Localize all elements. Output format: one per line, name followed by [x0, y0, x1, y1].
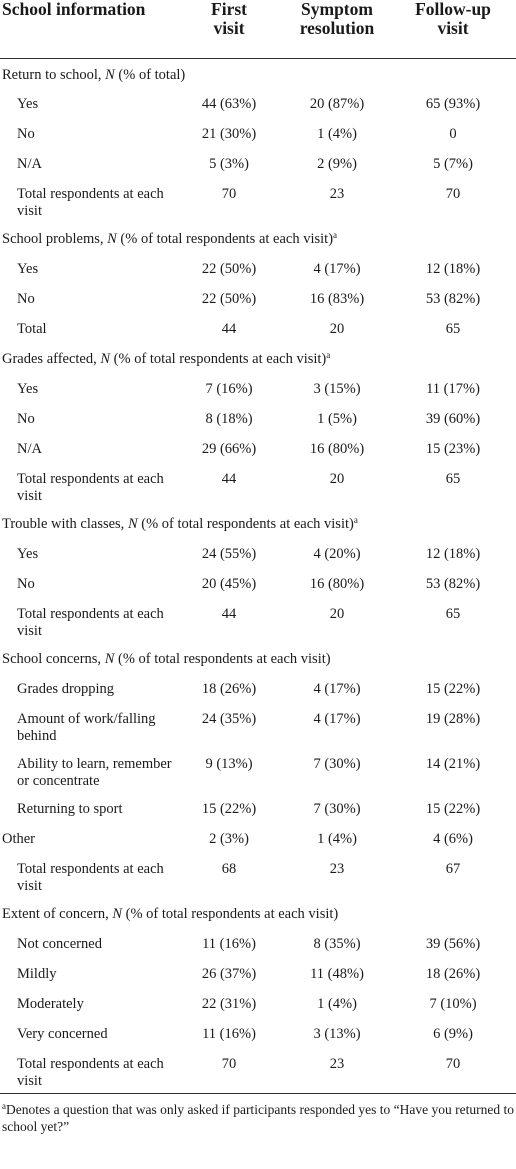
cell-follow-up-visit: 12 (18%) [425, 261, 481, 277]
row-label-ability-to-learn-remember-or-concentrate: Ability to learn, remember or concentrate [17, 756, 172, 789]
cell-follow-up-visit: 14 (21%) [425, 756, 481, 772]
table-row [0, 793, 516, 823]
cell-symptom-resolution: 4 (17%) [313, 681, 361, 697]
row-label-total: Total [17, 321, 47, 337]
cell-follow-up-visit: 15 (22%) [425, 801, 481, 817]
footnote-marker: a [2, 1100, 6, 1111]
cell-follow-up-visit: 6 (9%) [433, 1026, 473, 1042]
table-row [0, 673, 516, 703]
table-row [0, 1018, 516, 1048]
row-label-total-respondents-at-each-visit: Total respondents at each visit [17, 606, 164, 639]
cell-first-visit: 8 (18%) [205, 411, 253, 427]
cell-symptom-resolution: 3 (15%) [313, 381, 361, 397]
table-row [0, 1048, 516, 1093]
cell-first-visit: 9 (13%) [205, 756, 253, 772]
header-follow-up-visit-line2: visit [437, 18, 469, 38]
table-row [0, 403, 516, 433]
section-title-n: N [112, 906, 122, 922]
cell-symptom-resolution: 4 (17%) [313, 711, 361, 727]
section-title-suffix: (% of total) [114, 66, 186, 83]
section-title-footnote-marker: a [353, 515, 358, 525]
section-title-suffix: (% of total respondents at each visit) [122, 906, 339, 922]
row-label-amount-of-work-falling-behind: Amount of work/falling behind [17, 711, 156, 744]
cell-symptom-resolution: 20 [329, 321, 345, 337]
row-label-total-respondents-at-each-visit: Total respondents at each visit [17, 471, 164, 504]
section-title-suffix: (% of total respondents at each visit) [110, 351, 327, 367]
cell-follow-up-visit: 15 (22%) [425, 681, 481, 697]
table-body [0, 58, 516, 1093]
row-label-grades-dropping: Grades dropping [17, 681, 115, 697]
cell-follow-up-visit: 39 (60%) [425, 411, 481, 427]
cell-symptom-resolution: 4 (17%) [313, 261, 361, 277]
cell-follow-up-visit: 39 (56%) [425, 936, 481, 952]
section-header-row [0, 643, 516, 673]
cell-follow-up-visit: 65 [445, 606, 461, 622]
cell-follow-up-visit: 12 (18%) [425, 546, 481, 562]
cell-symptom-resolution: 7 (30%) [313, 756, 361, 772]
section-title-text: Trouble with classes, [2, 516, 128, 532]
cell-first-visit: 44 [221, 471, 237, 487]
cell-first-visit: 24 (35%) [201, 711, 257, 727]
row-label-yes: Yes [17, 546, 39, 562]
row-label-n-a: N/A [17, 441, 42, 457]
cell-symptom-resolution: 1 (4%) [317, 996, 357, 1012]
section-title-n: N [104, 651, 115, 667]
table-row [0, 988, 516, 1018]
cell-first-visit: 22 (50%) [201, 261, 257, 277]
section-title-text: School problems, [2, 231, 108, 247]
section-title-text: Return to school, [2, 66, 106, 83]
table-row [0, 433, 516, 463]
table-footnote [0, 1094, 516, 1135]
table-row [0, 823, 516, 853]
table-row [0, 538, 516, 568]
row-label-n-a: N/A [17, 156, 42, 172]
table-row [0, 703, 516, 748]
table-row [0, 598, 516, 643]
row-label-total-respondents-at-each-visit: Total respondents at each visit [17, 186, 164, 219]
cell-symptom-resolution: 16 (83%) [309, 291, 365, 307]
cell-follow-up-visit: 65 (93%) [425, 96, 481, 112]
cell-first-visit: 70 [221, 186, 237, 202]
section-title-text: School concerns, [2, 651, 105, 667]
section-header-row [0, 58, 516, 88]
cell-follow-up-visit: 65 [445, 471, 461, 487]
table-row [0, 313, 516, 343]
row-label-no: No [17, 291, 35, 307]
cell-follow-up-visit: 53 (82%) [425, 576, 481, 592]
section-title [0, 508, 516, 538]
table-row [0, 568, 516, 598]
section-title-suffix: (% of total respondents at each visit) [114, 651, 331, 667]
section-title-text: Extent of concern, [2, 906, 113, 922]
cell-symptom-resolution: 2 (9%) [317, 156, 357, 172]
header-first-visit-line1: First [211, 0, 247, 19]
cell-symptom-resolution: 11 (48%) [310, 966, 364, 982]
header-symptom-resolution-line1: Symptom [301, 0, 373, 19]
cell-symptom-resolution: 20 (87%) [309, 96, 365, 112]
table-row [0, 118, 516, 148]
row-label-total-respondents-at-each-visit: Total respondents at each visit [0, 1048, 174, 1093]
cell-first-visit: 11 (16%) [202, 1026, 256, 1042]
section-title [0, 898, 516, 928]
row-label-very-concerned: Very concerned [17, 1026, 108, 1042]
cell-symptom-resolution: 20 [329, 606, 345, 622]
cell-symptom-resolution: 23 [329, 861, 345, 877]
section-title-n: N [127, 516, 138, 532]
section-title-suffix: (% of total respondents at each visit) [116, 231, 334, 247]
row-label-no: No [17, 126, 35, 142]
cell-symptom-resolution: 16 (80%) [309, 441, 365, 457]
section-header-row [0, 223, 516, 253]
row-label-total-respondents-at-each-visit: Total respondents at each visit [17, 861, 164, 894]
table-row [0, 463, 516, 508]
cell-symptom-resolution: 1 (5%) [317, 411, 357, 427]
section-title [0, 343, 516, 373]
cell-symptom-resolution: 20 [329, 471, 345, 487]
table-row [0, 178, 516, 223]
row-label-mildly: Mildly [17, 966, 57, 982]
header-first-visit-line2: visit [213, 18, 245, 38]
cell-follow-up-visit: 53 (82%) [425, 291, 481, 307]
table-row [0, 748, 516, 793]
table-row [0, 373, 516, 403]
cell-symptom-resolution: 8 (35%) [313, 936, 361, 952]
section-title [0, 643, 516, 673]
cell-follow-up-visit: 4 (6%) [433, 831, 473, 847]
header-symptom-resolution-line2: resolution [299, 18, 375, 38]
table-row [0, 958, 516, 988]
cell-symptom-resolution: 4 (20%) [313, 546, 361, 562]
cell-follow-up-visit: 19 (28%) [425, 711, 481, 727]
cell-first-visit: 68 [221, 861, 237, 877]
table-header-row [0, 0, 516, 58]
cell-first-visit: 18 (26%) [201, 681, 257, 697]
cell-follow-up-visit: 18 (26%) [425, 966, 481, 982]
cell-first-visit: 21 (30%) [201, 126, 257, 142]
section-header-row [0, 508, 516, 538]
cell-follow-up-visit: 65 [445, 321, 461, 337]
cell-first-visit: 22 (50%) [201, 291, 257, 307]
cell-symptom-resolution: 1 (4%) [317, 126, 357, 142]
table-row [0, 928, 516, 958]
cell-first-visit: 20 (45%) [201, 576, 257, 592]
table-row [0, 283, 516, 313]
cell-follow-up-visit: 67 [445, 861, 461, 877]
cell-first-visit: 29 (66%) [201, 441, 257, 457]
cell-first-visit: 22 (31%) [201, 996, 257, 1012]
section-title [0, 223, 516, 253]
cell-follow-up-visit: 5 (7%) [433, 156, 473, 172]
cell-symptom-resolution: 3 (13%) [313, 1026, 361, 1042]
cell-follow-up-visit: 15 (23%) [425, 441, 481, 457]
section-title [0, 58, 516, 88]
cell-first-visit: 2 (3%) [209, 831, 249, 847]
table-row [0, 88, 516, 118]
cell-symptom-resolution: 16 (80%) [309, 576, 365, 592]
cell-first-visit: 44 [221, 606, 237, 622]
section-title-footnote-marker: a [333, 230, 338, 240]
cell-follow-up-visit: 70 [390, 1048, 516, 1093]
cell-first-visit: 5 (3%) [209, 156, 249, 172]
header-follow-up-visit [390, 0, 516, 58]
row-label-yes: Yes [17, 381, 39, 397]
section-title-n: N [107, 231, 117, 247]
section-title-text: Grades affected, [2, 351, 101, 367]
row-label-yes: Yes [17, 261, 39, 277]
cell-first-visit: 44 [221, 321, 237, 337]
cell-symptom-resolution: 7 (30%) [313, 801, 361, 817]
cell-follow-up-visit: 70 [445, 186, 461, 202]
header-first-visit [174, 0, 284, 58]
footnote-text: Denotes a question that was only asked if participants responded yes to “Have you returned to school yet?” [2, 1101, 514, 1134]
section-title-suffix: (% of total respondents at each visit) [137, 516, 354, 532]
section-header-row [0, 898, 516, 928]
cell-symptom-resolution: 23 [284, 1048, 390, 1093]
cell-first-visit: 44 (63%) [201, 96, 257, 112]
section-header-row [0, 343, 516, 373]
row-label-moderately: Moderately [17, 996, 84, 1012]
row-label-other: Other [2, 831, 36, 847]
cell-follow-up-visit: 7 (10%) [429, 996, 477, 1012]
cell-first-visit: 15 (22%) [201, 801, 257, 817]
section-title-n: N [105, 66, 115, 83]
table-row [0, 853, 516, 898]
cell-first-visit: 70 [174, 1048, 284, 1093]
header-follow-up-visit-line1: Follow-up [415, 0, 491, 19]
cell-first-visit: 11 (16%) [202, 936, 256, 952]
row-label-no: No [17, 411, 35, 427]
row-label-returning-to-sport: Returning to sport [17, 801, 123, 817]
header-symptom-resolution [284, 0, 390, 58]
table-row [0, 148, 516, 178]
row-label-yes: Yes [17, 96, 39, 112]
cell-follow-up-visit: 11 (17%) [426, 381, 480, 397]
section-title-footnote-marker: a [326, 350, 331, 360]
cell-follow-up-visit: 0 [449, 126, 457, 142]
cell-first-visit: 24 (55%) [201, 546, 257, 562]
cell-symptom-resolution: 1 (4%) [317, 831, 357, 847]
header-school-information: School information [0, 0, 174, 58]
row-label-not-concerned: Not concerned [17, 936, 102, 952]
section-title-n: N [100, 351, 111, 367]
table-row [0, 253, 516, 283]
cell-symptom-resolution: 23 [329, 186, 345, 202]
cell-first-visit: 7 (16%) [205, 381, 253, 397]
row-label-no: No [17, 576, 35, 592]
cell-first-visit: 26 (37%) [201, 966, 257, 982]
